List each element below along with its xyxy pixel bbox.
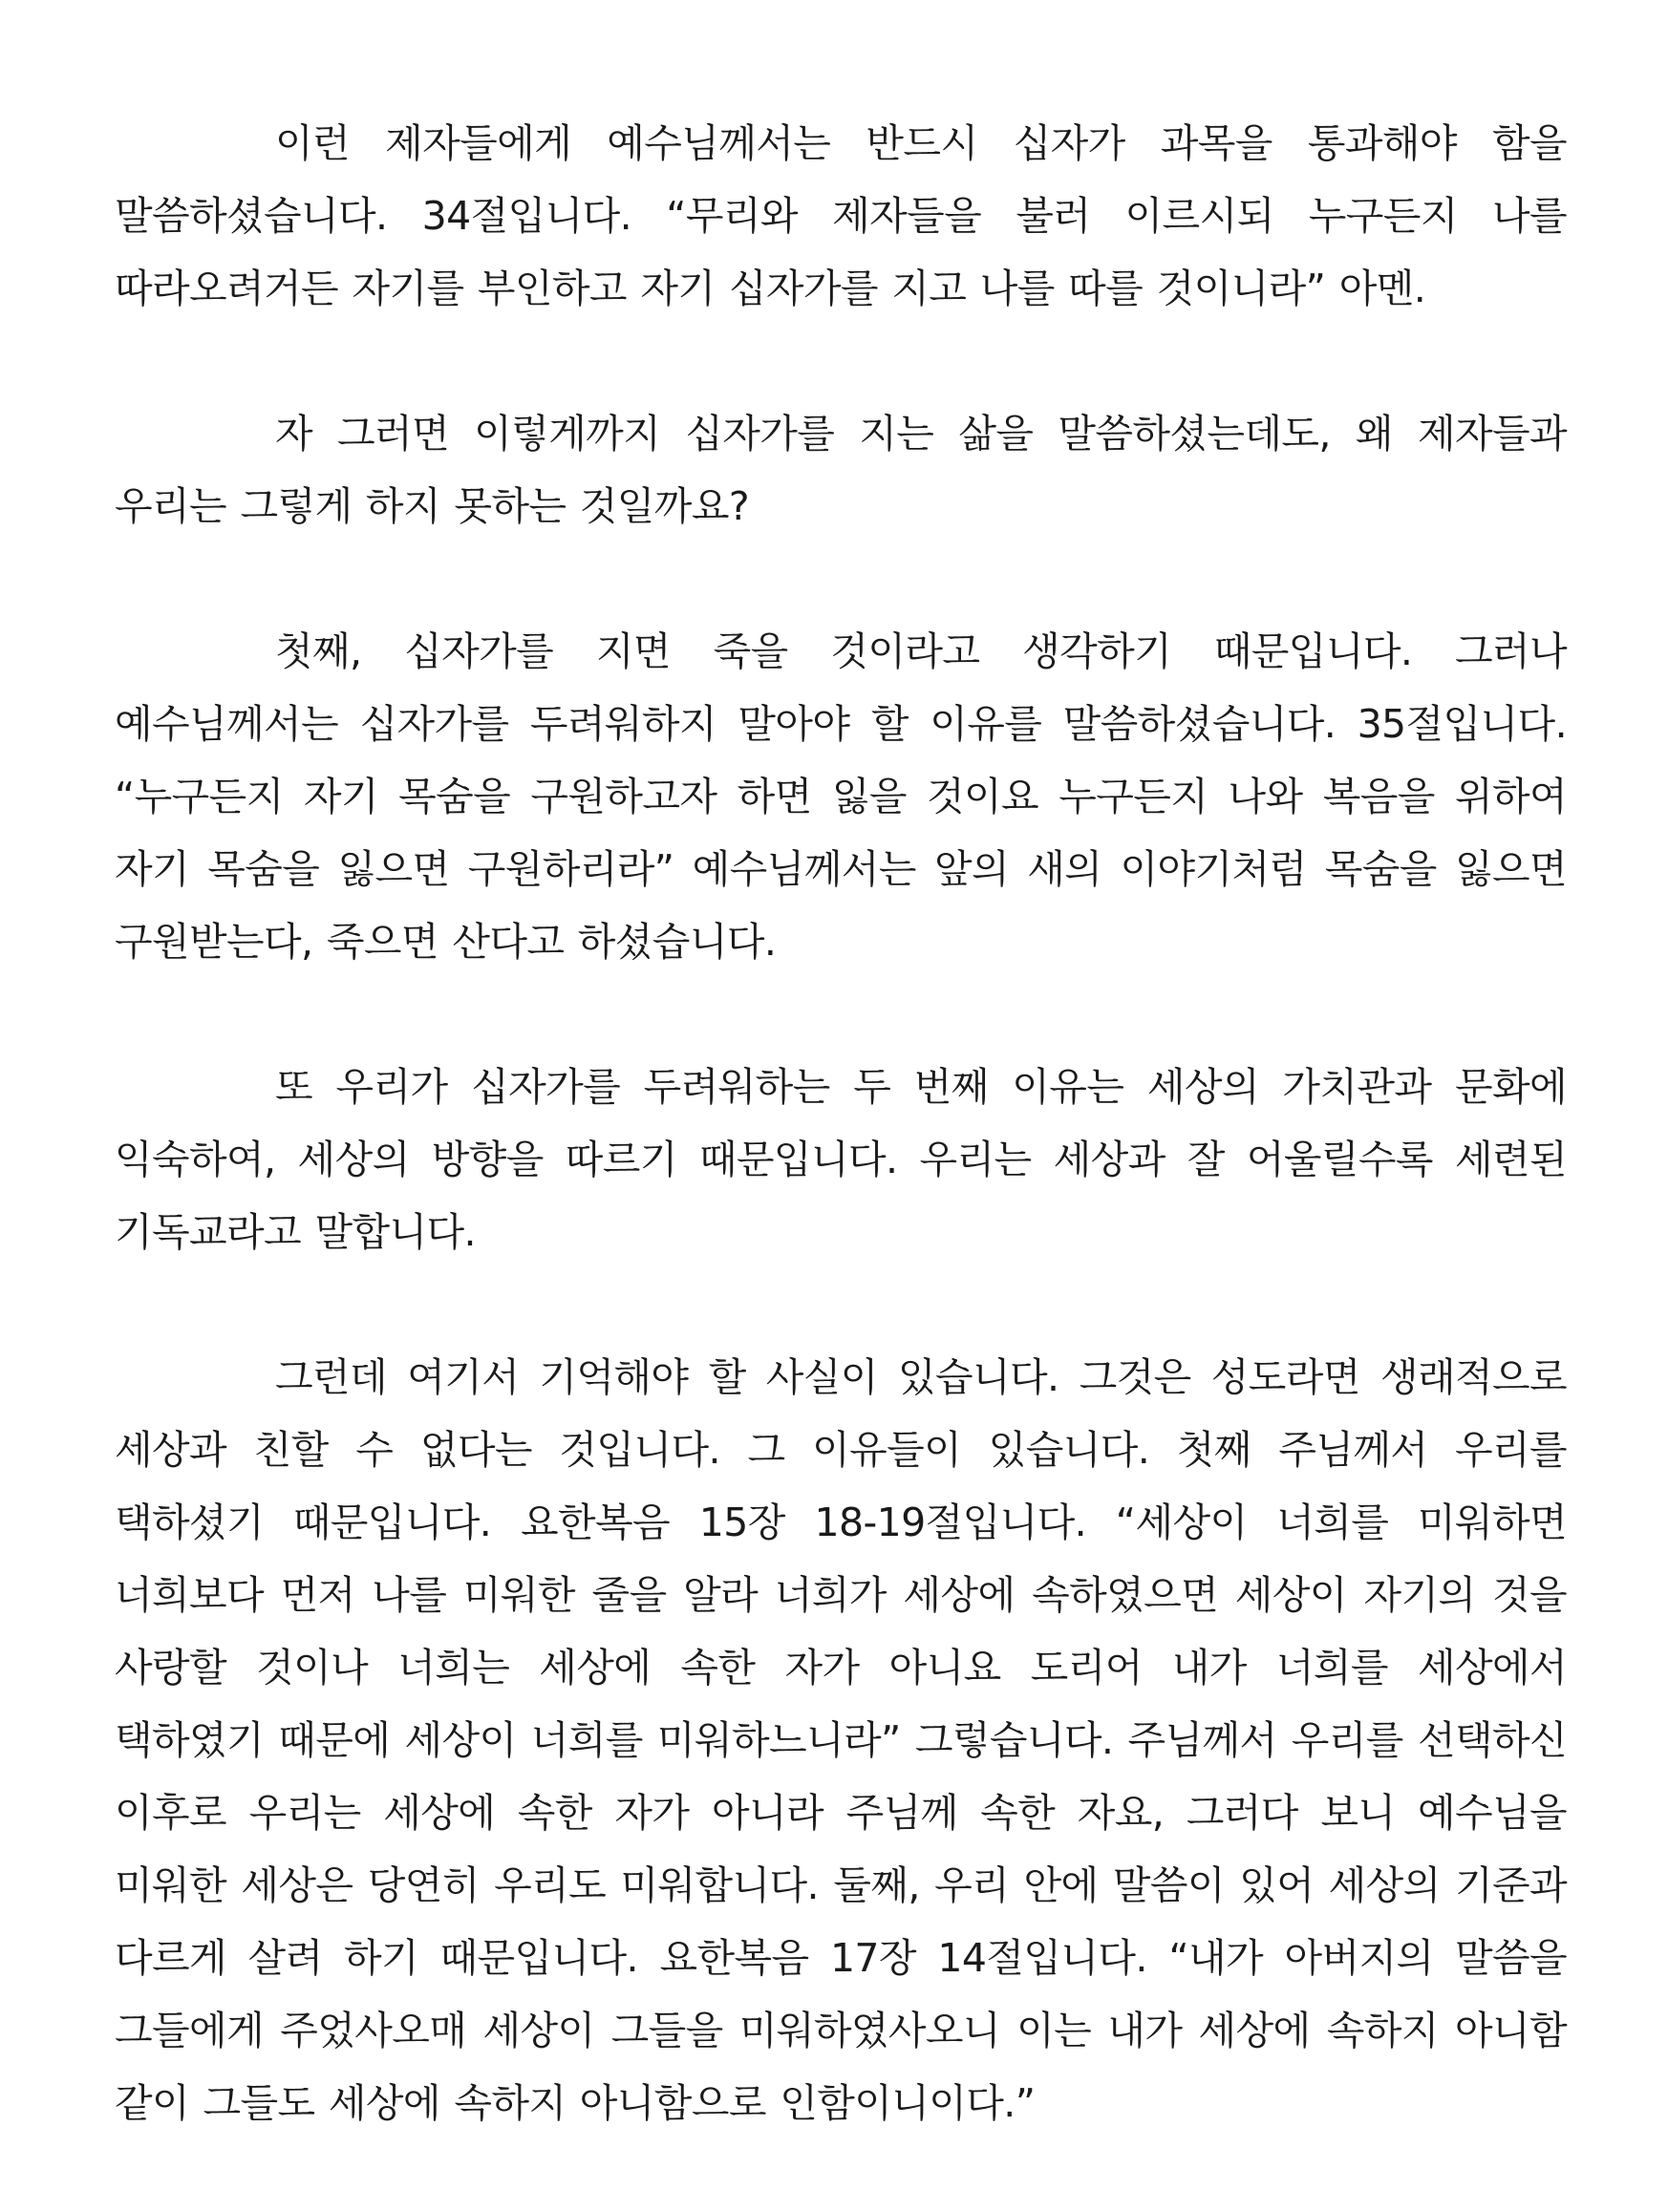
paragraph-3: 첫째, 십자가를 지면 죽을 것이라고 생각하기 때문입니다. 그러나 예수님께서는 십자가를 두려워하지 말아야 할 이유를 말씀하셨습니다. 35절입니다. “누구든지 자기 목숨을 구원하고자 하면 잃을 것이요 누구든지 나와 복음을 위하여 자기 목숨을 잃으면 구원하리라” 예수님께서는 앞의 새의 이야기처럼 목숨을 잃으면 구원받는다, 죽으면 산다고 하셨습니다. (115, 628, 1567, 965)
paragraph-5: 그런데 여기서 기억해야 할 사실이 있습니다. 그것은 성도라면 생래적으로 세상과 친할 수 없다는 것입니다. 그 이유들이 있습니다. 첫째 주님께서 우리를 택하셨기 때문입니다. 요한복음 15장 18-19절입니다. “세상이 너희를 미워하면 너희보다 먼저 나를 미워한 줄을 알라 너희가 세상에 속하였으면 세상이 자기의 것을 사랑할 것이나 너희는 세상에 속한 자가 아니요 도리어 내가 너희를 세상에서 택하였기 때문에 세상이 너희를 미워하느니라” 그렇습니다. 주님께서 우리를 선택하신 이후로 우리는 세상에 속한 자가 아니라 주님께 속한 자요, 그러다 보니 예수님을 미워한 세상은 당연히 우리도 미워합니다. 둘째, 우리 안에 말씀이 있어 세상의 기준과 다르게 살려 하기 때문입니다. 요한복음 17장 14절입니다. “내가 아버지의 말씀을 그들에게 주었사오매 세상이 그들을 미워하였사오니 이는 내가 세상에 속하지 아니함 같이 그들도 세상에 속하지 아니함으로 인함이니이다.” (115, 1354, 1567, 2126)
paragraph-1: 이런 제자들에게 예수님께서는 반드시 십자가 과목을 통과해야 함을 말씀하셨습니다. 34절입니다. “무리와 제자들을 불러 이르시되 누구든지 나를 따라오려거든 자기를 부인하고 자기 십자가를 지고 나를 따를 것이니라” 아멘. (115, 120, 1567, 311)
document-page (115, 107, 1567, 2212)
paragraph-2: 자 그러면 이렇게까지 십자가를 지는 삶을 말씀하셨는데도, 왜 제자들과 우리는 그렇게 하지 못하는 것일까요? (115, 411, 1567, 529)
paragraph-4: 또 우리가 십자가를 두려워하는 두 번째 이유는 세상의 가치관과 문화에 익숙하여, 세상의 방향을 따르기 때문입니다. 우리는 세상과 잘 어울릴수록 세련된 기독교라고 말합니다. (115, 1064, 1567, 1255)
